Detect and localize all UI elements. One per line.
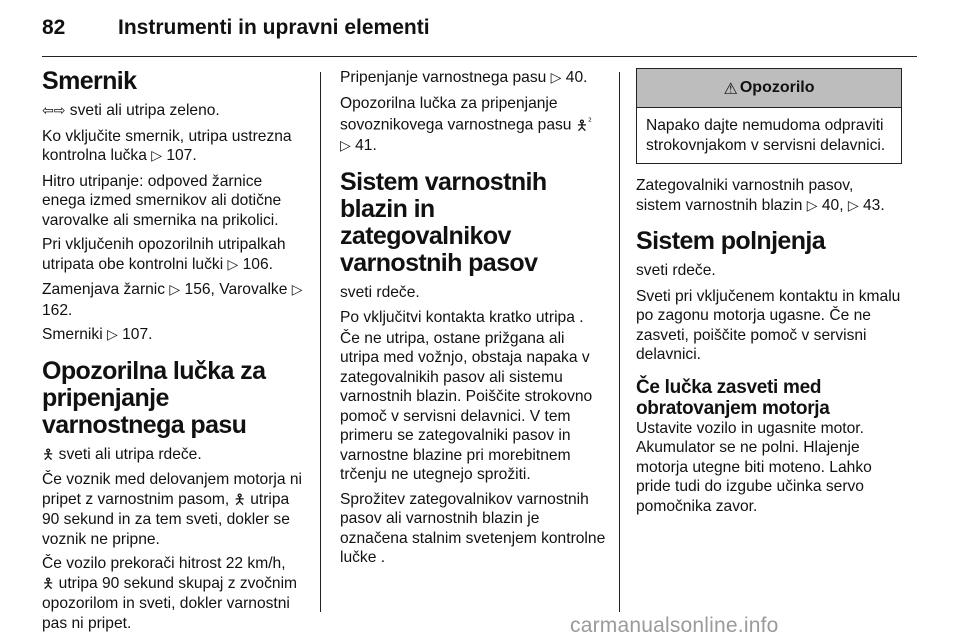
- page-ref-icon: ▷: [847, 197, 859, 214]
- paragraph: Opozorilna lučka za pripenjanje sovoznikovega varnostnega pasu 🯅$^{^2}$ ▷ 41.: [340, 94, 592, 155]
- paragraph: Sprožitev zategovalnikov varnostnih pasov ali varnostnih blazin je označena stalnim svetenjem kontrolne lučke .: [340, 490, 606, 567]
- seatbelt-icon: 🯅: [42, 446, 55, 463]
- paragraph: Smerniki ▷ 107.: [42, 326, 153, 343]
- page-ref-icon: ▷: [169, 282, 181, 298]
- page-ref-icon: ▷: [340, 138, 351, 155]
- seatbelt-icon: 🯅: [42, 575, 55, 592]
- section-heading-airbag: Sistem varnostnih blazin in zategovalnikov varnostnih pasov: [340, 167, 547, 277]
- column-right: [636, 68, 902, 521]
- column-left: [42, 68, 308, 638]
- warning-text: Napako dajte nemudoma odpraviti strokovnjakom v servisni delavnici.: [646, 117, 886, 154]
- section-heading-smernik: Smernik: [42, 67, 137, 95]
- page-header: [42, 12, 917, 57]
- seatbelt-icon: 🯅: [233, 491, 246, 508]
- paragraph: 🯅 sveti ali utripa rdeče.: [42, 445, 202, 463]
- running-title: Instrumenti in upravni elementi: [118, 16, 430, 39]
- paragraph: Če vozilo prekorači hitrost 22 km/h, 🯅 utripa 90 sekund skupaj z zvočnim opozorilom in sveti, dokler varnostni pas ni pripet.: [42, 555, 298, 632]
- column-divider: [619, 72, 620, 612]
- section-heading-seatbelt: Opozorilna lučka za pripenjanje varnostnega pasu: [42, 356, 266, 439]
- column-middle: [340, 68, 606, 574]
- warning-header: [637, 69, 901, 108]
- paragraph: ⇦⇨ sveti ali utripa zeleno.: [42, 102, 220, 119]
- page-number: 82: [42, 16, 66, 39]
- paragraph: sveti rdeče.: [636, 262, 716, 279]
- watermark: carmanualsonline.info: [570, 614, 779, 637]
- turn-signal-icon: ⇦⇨: [42, 103, 66, 119]
- page-ref-icon: ▷: [806, 197, 818, 214]
- page-ref-icon: ▷: [291, 282, 303, 298]
- page-ref-icon: ▷: [151, 148, 162, 164]
- paragraph: Hitro utripanje: odpoved žarnice enega izmed smernikov ali dotične varovalke ali smernika na prikolici.: [42, 172, 282, 229]
- page-ref-icon: ▷: [227, 256, 239, 273]
- column-divider: [320, 72, 321, 612]
- paragraph: Ustavite vozilo in ugasnite motor. Akumulator se ne polni. Hlajenje motorja utegne biti moteno. Lahko pride tudi do izgube učinka servo pomočnika zavor.: [636, 419, 872, 515]
- paragraph: Ko vključite smernik, utripa ustrezna kontrolna lučka ▷ 107.: [42, 127, 292, 164]
- paragraph: Če voznik med delovanjem motorja ni pripet z varnostnim pasom, 🯅 utripa 90 sekund in za tem sveti, dokler se voznik ne pripne.: [42, 471, 303, 548]
- warning-triangle-icon: ⚠: [723, 78, 738, 98]
- paragraph: Pripenjanje varnostnega pasu ▷ 40.: [340, 69, 588, 86]
- paragraph: Po vključitvi kontakta kratko utripa . Če ne utripa, ostane prižgana ali utripa med vožnjo, obstaja napaka v zategovalnikih pasov ali sistemu varnostnih blazin. Poiščite strokovno pomoč v servisni delavnici. V tem primeru se zategovalniki pasov in varnostne blazine pri morebitnem trčenju ne utegnejo sprožiti.: [340, 309, 593, 484]
- warning-title: Opozorilo: [739, 79, 815, 96]
- page-ref-icon: ▷: [107, 327, 118, 343]
- section-heading-charging: Sistem polnjenja: [636, 227, 826, 255]
- passenger-seatbelt-icon: 🯅$^{^2}$: [575, 117, 592, 134]
- paragraph: Zategovalniki varnostnih pasov, sistem varnostnih blazin ▷ 40, ▷ 43.: [636, 177, 885, 214]
- warning-box: [636, 68, 902, 164]
- subsection-heading: Če lučka zasveti med obratovanjem motorja: [636, 376, 830, 419]
- page-ref-icon: ▷: [550, 70, 562, 86]
- paragraph: Pri vključenih opozorilnih utripalkah utripata obe kontrolni lučki ▷ 106.: [42, 236, 286, 273]
- paragraph: Sveti pri vključenem kontaktu in kmalu po zagonu motorja ugasne. Če ne zasveti, poiščite pomoč v servisni delavnici.: [636, 287, 901, 363]
- paragraph: Zamenjava žarnic ▷ 156, Varovalke ▷ 162.: [42, 281, 303, 319]
- paragraph: sveti rdeče.: [340, 283, 420, 301]
